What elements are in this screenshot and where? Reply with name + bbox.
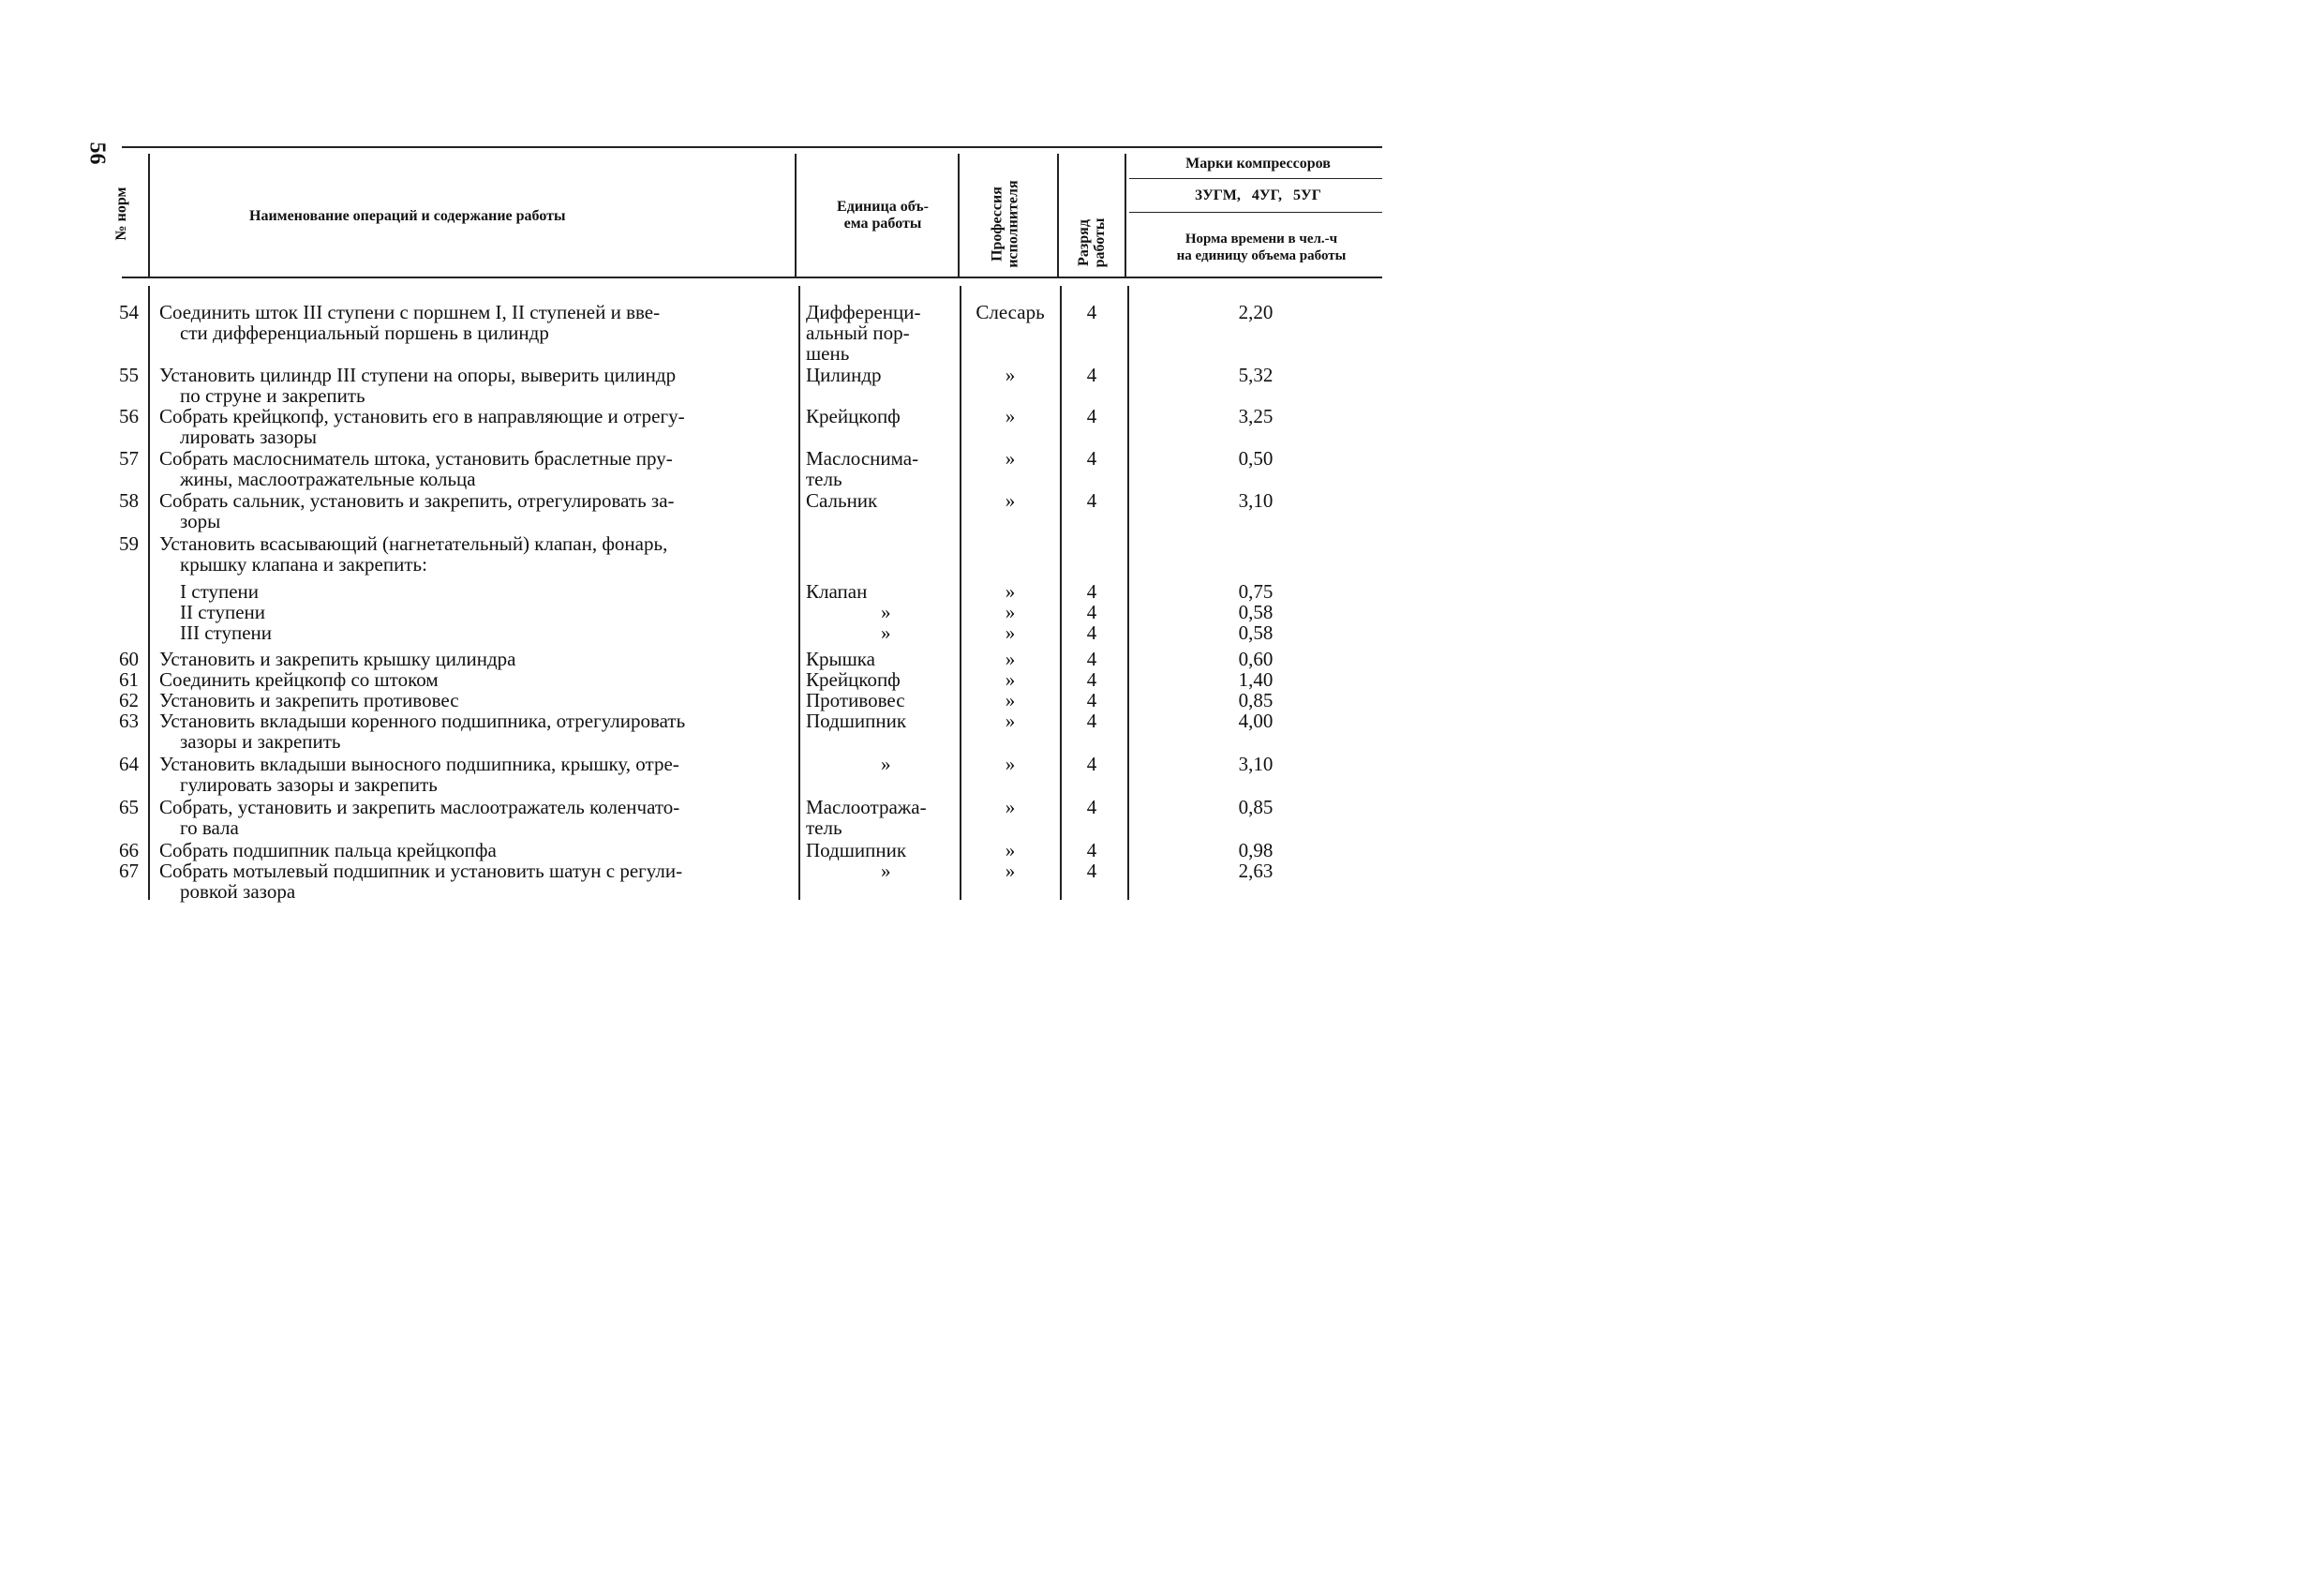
operation-line: Собрать крейцкопф, установить его в направляющие и отрегу- xyxy=(159,405,685,427)
operation-line: Установить и закрепить противовес xyxy=(159,689,459,711)
row-profession: » xyxy=(1005,601,1016,623)
row-norm: 2,63 xyxy=(1238,860,1274,882)
operation-line-continued: зазоры и закрепить xyxy=(180,730,341,753)
row-norm: 0,58 xyxy=(1238,621,1274,644)
row-norm: 0,58 xyxy=(1238,601,1274,623)
row-norm: 3,10 xyxy=(1238,753,1274,775)
row-profession: » xyxy=(1005,447,1016,470)
row-number: 58 xyxy=(119,489,139,512)
row-unit: Подшипник xyxy=(806,710,907,732)
row-norm: 1,40 xyxy=(1238,668,1274,691)
row-number: 56 xyxy=(119,405,139,427)
row-grade: 4 xyxy=(1086,668,1097,691)
body-divider-5 xyxy=(1127,286,1129,900)
brands-rule xyxy=(1129,178,1382,179)
header-divider-1 xyxy=(148,154,150,277)
row-norm: 3,25 xyxy=(1238,405,1274,427)
operation-line: Собрать подшипник пальца крейцкопфа xyxy=(159,839,497,861)
row-unit: » xyxy=(881,601,891,623)
row-number: 62 xyxy=(119,689,139,711)
row-norm: 0,50 xyxy=(1238,447,1274,470)
row-profession: » xyxy=(1005,648,1016,670)
models-rule xyxy=(1129,212,1382,213)
row-profession: » xyxy=(1005,796,1016,818)
body-divider-3 xyxy=(960,286,961,900)
row-grade: 4 xyxy=(1086,447,1097,470)
row-profession: » xyxy=(1005,860,1016,882)
row-norm: 3,10 xyxy=(1238,489,1274,512)
row-operation xyxy=(159,448,797,489)
row-operation xyxy=(159,581,797,602)
row-number: 60 xyxy=(119,648,139,670)
row-unit: Крышка xyxy=(806,648,875,670)
row-number: 65 xyxy=(119,796,139,818)
header-unit: Единица объ- ема работы xyxy=(837,199,929,232)
operation-line-continued: ровкой зазора xyxy=(180,880,296,903)
row-grade: 4 xyxy=(1086,710,1097,732)
row-unit: Крейцкопф xyxy=(806,668,901,691)
row-profession: Слесарь xyxy=(976,301,1045,323)
row-profession: » xyxy=(1005,839,1016,861)
row-grade: 4 xyxy=(1086,648,1097,670)
row-unit: Маслоснима- тель xyxy=(806,447,919,490)
row-profession: » xyxy=(1005,753,1016,775)
row-number: 63 xyxy=(119,710,139,732)
row-grade: 4 xyxy=(1086,405,1097,427)
row-norm: 0,85 xyxy=(1238,796,1274,818)
row-operation xyxy=(159,669,797,690)
operation-line: Установить и закрепить крышку цилиндра xyxy=(159,648,516,670)
header-divider-3 xyxy=(958,154,960,277)
row-operation xyxy=(159,797,797,838)
row-grade: 4 xyxy=(1086,580,1097,603)
operation-line: Установить вкладыши коренного подшипника, отрегулировать xyxy=(159,710,686,732)
header-operation: Наименование операций и содержание работы xyxy=(249,208,566,224)
row-number: 67 xyxy=(119,860,139,882)
row-operation xyxy=(159,711,797,752)
operation-line: II ступени xyxy=(180,601,265,623)
operation-line-continued: жины, маслоотражательные кольца xyxy=(180,468,476,490)
row-operation xyxy=(159,649,797,669)
operation-line: Установить вкладыши выносного подшипника, крышку, отре- xyxy=(159,753,679,775)
operation-line: Собрать маслосниматель штока, установить браслетные пру- xyxy=(159,447,673,470)
operation-line: I ступени xyxy=(180,580,259,603)
row-grade: 4 xyxy=(1086,796,1097,818)
row-unit: Дифференци- альный пор- шень xyxy=(806,301,921,365)
row-profession: » xyxy=(1005,689,1016,711)
header-divider-2 xyxy=(795,154,797,277)
row-profession: » xyxy=(1005,489,1016,512)
row-number: 61 xyxy=(119,668,139,691)
row-number: 55 xyxy=(119,364,139,386)
row-norm: 0,98 xyxy=(1238,839,1274,861)
header-grade: Разряд работы xyxy=(1076,217,1108,268)
row-operation xyxy=(159,754,797,795)
row-unit: » xyxy=(881,753,891,775)
row-norm: 5,32 xyxy=(1238,364,1274,386)
row-grade: 4 xyxy=(1086,689,1097,711)
row-grade: 4 xyxy=(1086,860,1097,882)
row-grade: 4 xyxy=(1086,364,1097,386)
row-profession: » xyxy=(1005,405,1016,427)
operation-line-continued: гулировать зазоры и закрепить xyxy=(180,773,438,796)
row-operation xyxy=(159,490,797,531)
row-profession: » xyxy=(1005,668,1016,691)
operation-line: Соединить крейцкопф со штоком xyxy=(159,668,439,691)
row-unit: Цилиндр xyxy=(806,364,882,386)
header-bottom-rule xyxy=(122,277,1382,278)
page-number: 56 xyxy=(84,142,110,165)
operation-line-continued: сти дифференциальный поршень в цилиндр xyxy=(180,322,549,344)
row-operation xyxy=(159,533,797,575)
row-unit: Сальник xyxy=(806,489,878,512)
row-number: 66 xyxy=(119,839,139,861)
operation-line: Установить всасывающий (нагнетательный) клапан, фонарь, xyxy=(159,532,668,555)
row-profession: » xyxy=(1005,710,1016,732)
row-norm: 0,75 xyxy=(1238,580,1274,603)
body-divider-1 xyxy=(148,286,150,900)
row-unit: Клапан xyxy=(806,580,868,603)
operation-line: Собрать, установить и закрепить маслоотражатель коленчато- xyxy=(159,796,680,818)
operation-line: Установить цилиндр III ступени на опоры, выверить цилиндр xyxy=(159,364,677,386)
row-grade: 4 xyxy=(1086,601,1097,623)
operation-line-continued: крышку клапана и закрепить: xyxy=(180,553,427,576)
header-profession: Профессия исполнителя xyxy=(989,180,1021,268)
row-operation xyxy=(159,365,797,406)
body-divider-2 xyxy=(798,286,800,900)
header-divider-4 xyxy=(1057,154,1059,277)
row-operation xyxy=(159,602,797,622)
operation-line: Соединить шток III ступени с поршнем I, II ступеней и вве- xyxy=(159,301,661,323)
row-profession: » xyxy=(1005,580,1016,603)
row-unit: Противовес xyxy=(806,689,905,711)
row-unit: » xyxy=(881,860,891,882)
row-grade: 4 xyxy=(1086,621,1097,644)
header-num: № норм xyxy=(113,187,129,241)
operation-line-continued: по струне и закрепить xyxy=(180,384,365,407)
row-operation xyxy=(159,840,797,860)
row-norm: 2,20 xyxy=(1238,301,1274,323)
row-unit: Маслоотража- тель xyxy=(806,796,927,839)
row-grade: 4 xyxy=(1086,753,1097,775)
header-models: 3УГМ, 4УГ, 5УГ xyxy=(1195,187,1321,203)
operation-line-continued: го вала xyxy=(180,816,239,839)
header-brands: Марки компрессоров xyxy=(1185,156,1331,172)
operation-line: Собрать мотылевый подшипник и установить шатун с регули- xyxy=(159,860,683,882)
operation-line: III ступени xyxy=(180,621,272,644)
row-unit: Подшипник xyxy=(806,839,907,861)
operation-line: Собрать сальник, установить и закрепить, отрегулировать за- xyxy=(159,489,675,512)
operation-line-continued: лировать зазоры xyxy=(180,426,318,448)
row-grade: 4 xyxy=(1086,839,1097,861)
row-norm: 4,00 xyxy=(1238,710,1274,732)
row-operation xyxy=(159,622,797,643)
row-operation xyxy=(159,406,797,447)
row-number: 57 xyxy=(119,447,139,470)
operation-line-continued: зоры xyxy=(180,510,221,532)
row-profession: » xyxy=(1005,621,1016,644)
header-divider-5 xyxy=(1125,154,1126,277)
row-operation xyxy=(159,690,797,711)
row-profession: » xyxy=(1005,364,1016,386)
row-norm: 0,60 xyxy=(1238,648,1274,670)
row-operation xyxy=(159,860,797,902)
row-unit: » xyxy=(881,621,891,644)
body-divider-4 xyxy=(1060,286,1062,900)
header-norm: Норма времени в чел.-ч на единицу объема работы xyxy=(1176,232,1347,263)
table-top-rule xyxy=(122,146,1382,148)
row-grade: 4 xyxy=(1086,489,1097,512)
row-unit: Крейцкопф xyxy=(806,405,901,427)
row-grade: 4 xyxy=(1086,301,1097,323)
row-number: 64 xyxy=(119,753,139,775)
row-number: 59 xyxy=(119,532,139,555)
row-number: 54 xyxy=(119,301,139,323)
row-operation xyxy=(159,302,797,343)
row-norm: 0,85 xyxy=(1238,689,1274,711)
